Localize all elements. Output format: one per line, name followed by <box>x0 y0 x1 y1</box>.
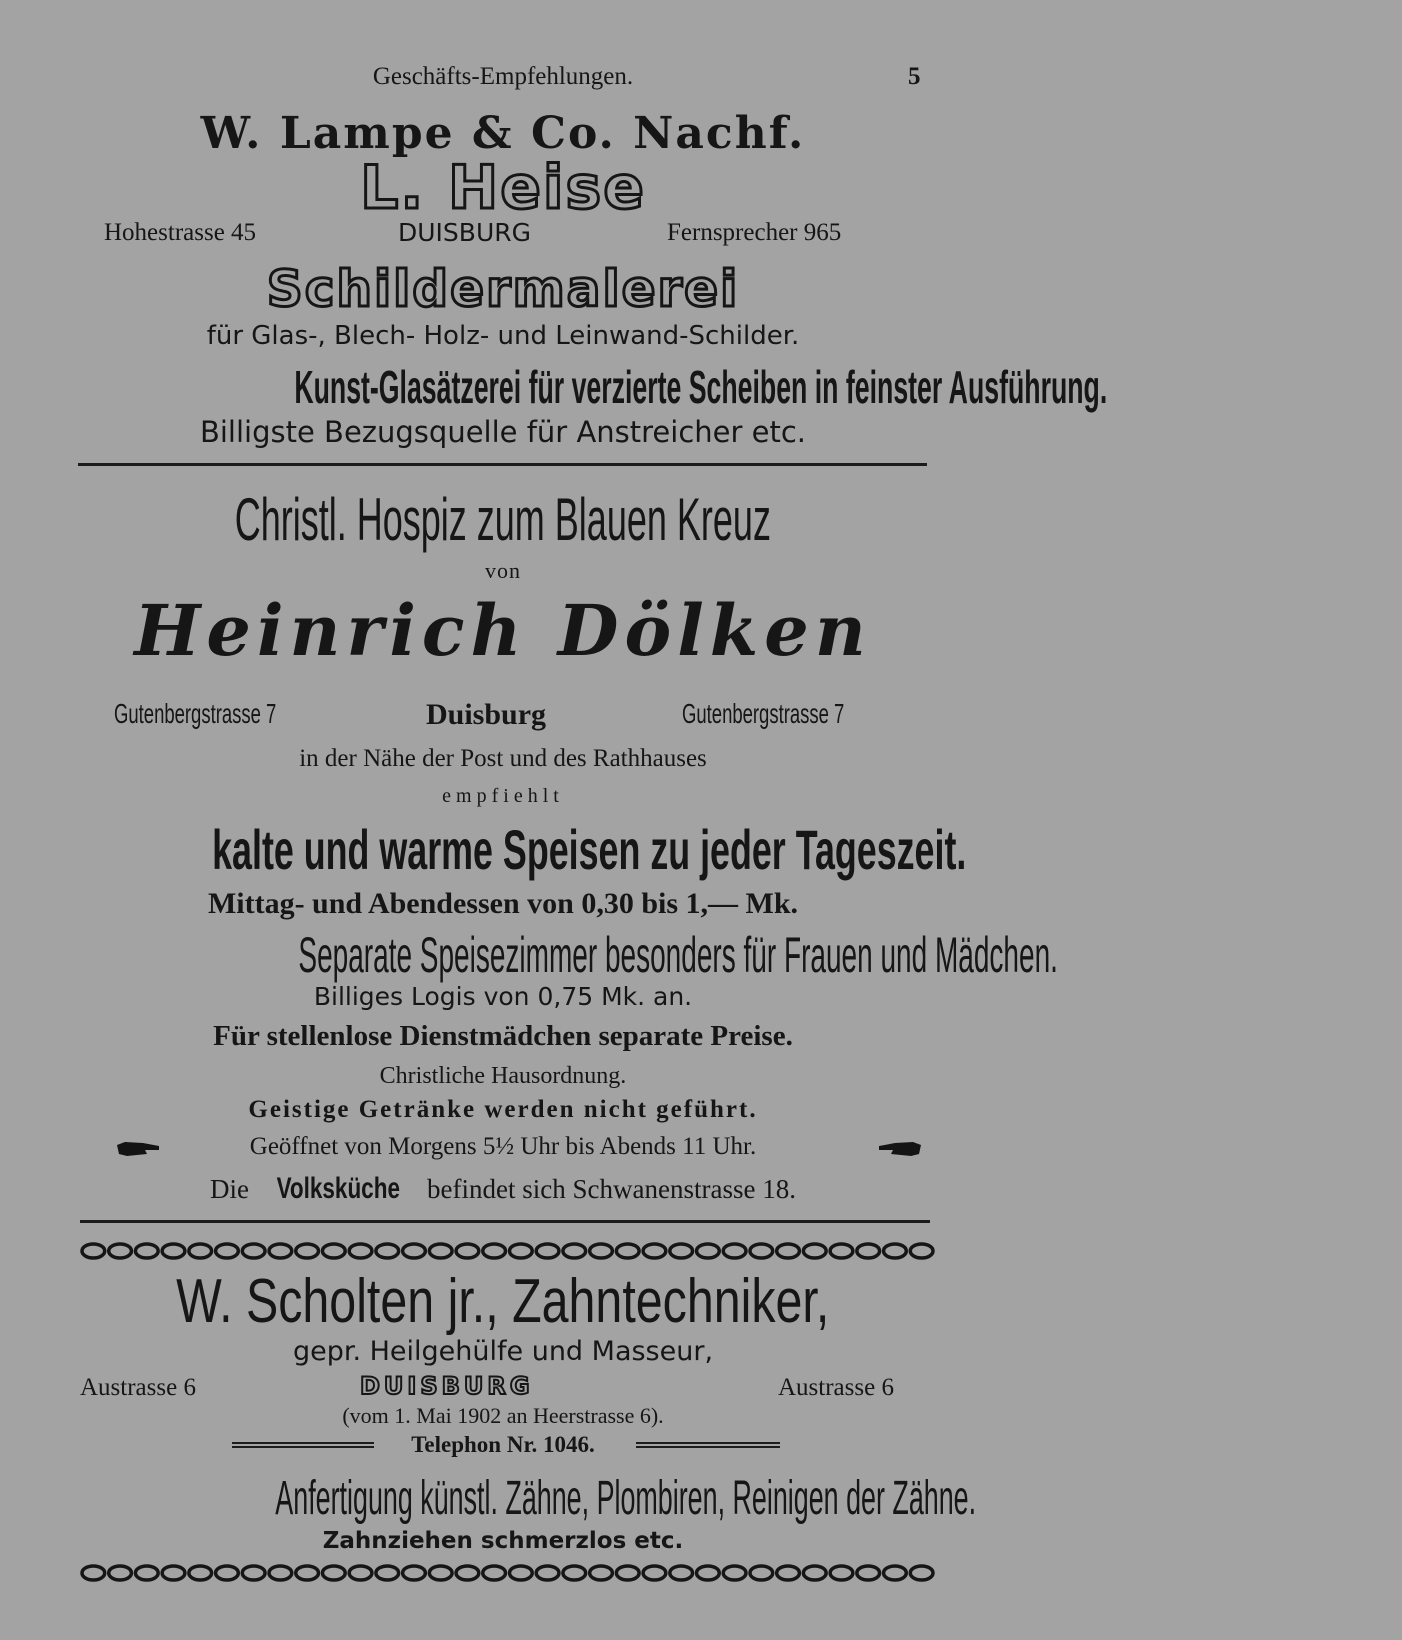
heise-line-glass-text: Kunst-Glasätzerei für verzierte Scheiben in feinster Ausführung. <box>294 361 1108 413</box>
ornament-oval <box>910 1244 933 1258</box>
hospiz-no-alcohol: Geistige Getränke werden nicht geführt. <box>248 1096 758 1123</box>
ornament-oval <box>322 1244 345 1258</box>
scholten-telephone: Telephon Nr. 1046. <box>411 1432 595 1457</box>
ornament-oval <box>322 1566 345 1580</box>
ornament-oval <box>109 1566 132 1580</box>
ornament-oval <box>750 1244 773 1258</box>
hospiz-city: Duisburg <box>426 698 547 731</box>
hospiz-house-rules: Christliche Hausordnung. <box>379 1063 627 1089</box>
ornament-oval <box>135 1244 158 1258</box>
ornament-border-bottom <box>80 1562 935 1584</box>
ornament-oval <box>456 1566 479 1580</box>
ornament-oval <box>884 1244 907 1258</box>
ornament-border-top <box>80 1240 935 1262</box>
ornament-oval <box>803 1244 826 1258</box>
ornament-oval <box>697 1566 720 1580</box>
ornament-oval <box>563 1244 586 1258</box>
ornament-oval <box>82 1244 105 1258</box>
ornament-oval <box>189 1566 212 1580</box>
hospiz-rooms <box>0 927 1058 983</box>
ornament-oval <box>563 1566 586 1580</box>
heise-phone: Fernsprecher 965 <box>667 219 842 246</box>
hospiz-hours: Geöffnet von Morgens 5½ Uhr bis Abends 11 Uhr. <box>249 1133 757 1160</box>
hospiz-food <box>0 818 1006 881</box>
ornament-oval <box>296 1566 319 1580</box>
ornament-oval <box>857 1566 880 1580</box>
hospiz-title-text: Christl. Hospiz zum Blauen Kreuz <box>234 486 772 553</box>
ornament-oval <box>857 1244 880 1258</box>
ornament-oval <box>349 1566 372 1580</box>
ornament-oval <box>135 1566 158 1580</box>
ornament-oval <box>723 1566 746 1580</box>
heise-firm-line: W. Lampe & Co. Nachf. <box>200 108 806 159</box>
ornament-oval <box>216 1244 239 1258</box>
heise-city: DUISBURG <box>398 218 531 247</box>
ornament-oval <box>429 1244 452 1258</box>
ornament-oval <box>777 1566 800 1580</box>
hospiz-address-right-text: Gutenbergstrasse 7 <box>682 698 845 729</box>
heise-line-cheap: Billigste Bezugsquelle für Anstreicher etc. <box>199 415 807 449</box>
hospiz-address-right <box>682 700 882 728</box>
ornament-oval <box>376 1566 399 1580</box>
hospiz-von: von <box>485 558 521 583</box>
ornament-oval <box>884 1566 907 1580</box>
ornament-oval <box>403 1244 426 1258</box>
scholten-move-note: (vom 1. Mai 1902 an Heerstrasse 6). <box>342 1403 664 1428</box>
heise-line-glass <box>0 361 1108 413</box>
heise-trade: Schildermalerei <box>266 260 740 318</box>
ornament-oval <box>109 1244 132 1258</box>
hospiz-empfiehlt: empfiehlt <box>442 785 564 807</box>
scholten-address-left: Austrasse 6 <box>80 1374 196 1401</box>
divider <box>78 463 927 466</box>
ornament-oval <box>616 1244 639 1258</box>
ornament-oval <box>483 1566 506 1580</box>
ornament-oval <box>590 1244 613 1258</box>
ornament-oval <box>483 1244 506 1258</box>
ornament-oval <box>269 1566 292 1580</box>
ornament-oval <box>697 1244 720 1258</box>
ornament-oval <box>777 1244 800 1258</box>
scholten-name <box>0 1267 1006 1336</box>
telephone-rule-right <box>636 1442 780 1448</box>
hospiz-proprietor: Heinrich Dölken <box>134 589 872 672</box>
ornament-oval <box>82 1566 105 1580</box>
hospiz-rooms-text: Separate Speisezimmer besonders für Frauen und Mädchen. <box>298 927 1058 983</box>
scholten-address-right: Austrasse 6 <box>778 1374 894 1401</box>
ornament-oval <box>242 1244 265 1258</box>
hospiz-kitchen-name: Volksküche <box>276 1172 400 1205</box>
ornament-oval <box>830 1244 853 1258</box>
divider <box>80 1220 930 1223</box>
ornament-oval <box>830 1566 853 1580</box>
ornament-oval <box>429 1566 452 1580</box>
hospiz-address-left <box>114 700 314 728</box>
ornament-oval <box>162 1244 185 1258</box>
ornament-oval <box>723 1244 746 1258</box>
ornament-oval <box>670 1566 693 1580</box>
ornament-oval <box>670 1244 693 1258</box>
scholten-services <box>0 1474 1006 1523</box>
ornament-oval <box>510 1244 533 1258</box>
ornament-oval <box>216 1566 239 1580</box>
ornament-oval <box>536 1244 559 1258</box>
hospiz-kitchen-pre: Die <box>210 1174 250 1204</box>
ornament-oval <box>510 1566 533 1580</box>
heise-line-materials: für Glas-, Blech- Holz- und Leinwand-Schilder. <box>206 321 800 351</box>
hospiz-meals: Mittag- und Abendessen von 0,30 bis 1,— Mk. <box>207 887 799 920</box>
scholten-services-text: Anfertigung künstl. Zähne, Plombiren, Reinigen der Zähne. <box>275 1472 977 1525</box>
scholten-painless: Zahnziehen schmerzlos etc. <box>322 1528 684 1554</box>
hospiz-title <box>0 486 1006 553</box>
ornament-oval <box>242 1566 265 1580</box>
scholten-name-text: W. Scholten jr., Zahntechniker, <box>176 1267 830 1336</box>
ornament-oval <box>349 1244 372 1258</box>
hospiz-logis: Billiges Logis von 0,75 Mk. an. <box>313 982 693 1011</box>
ornament-oval <box>189 1244 212 1258</box>
ornament-oval <box>616 1566 639 1580</box>
ornament-oval <box>403 1566 426 1580</box>
scholten-city: DUISBURG <box>360 1372 534 1400</box>
hospiz-kitchen-post: befindet sich Schwanenstrasse 18. <box>427 1174 796 1204</box>
ornament-oval <box>296 1244 319 1258</box>
pointing-hand-left-icon <box>875 1137 923 1161</box>
ornament-oval <box>269 1244 292 1258</box>
ornament-oval <box>750 1566 773 1580</box>
heise-name: L. Heise <box>360 153 646 223</box>
running-title: Geschäfts-Empfehlungen. <box>372 63 634 90</box>
hospiz-maids: Für stellenlose Dienstmädchen separate Preise. <box>213 1020 793 1052</box>
ornament-oval <box>162 1566 185 1580</box>
hospiz-location: in der Nähe der Post und des Rathhauses <box>299 745 707 772</box>
page-number: 5 <box>908 63 921 90</box>
ornament-oval <box>376 1244 399 1258</box>
ornament-oval <box>643 1244 666 1258</box>
ornament-oval <box>910 1566 933 1580</box>
ornament-oval <box>456 1244 479 1258</box>
ornament-oval <box>803 1566 826 1580</box>
hospiz-address-left-text: Gutenbergstrasse 7 <box>114 698 277 729</box>
scholten-subtitle: gepr. Heilgehülfe und Masseur, <box>292 1336 714 1367</box>
heise-address: Hohestrasse 45 <box>104 219 257 246</box>
hospiz-food-text: kalte und warme Speisen zu jeder Tageszeit. <box>212 818 967 881</box>
ornament-oval <box>643 1566 666 1580</box>
ornament-oval <box>590 1566 613 1580</box>
hospiz-kitchen <box>0 1174 1006 1204</box>
ornament-oval <box>536 1566 559 1580</box>
